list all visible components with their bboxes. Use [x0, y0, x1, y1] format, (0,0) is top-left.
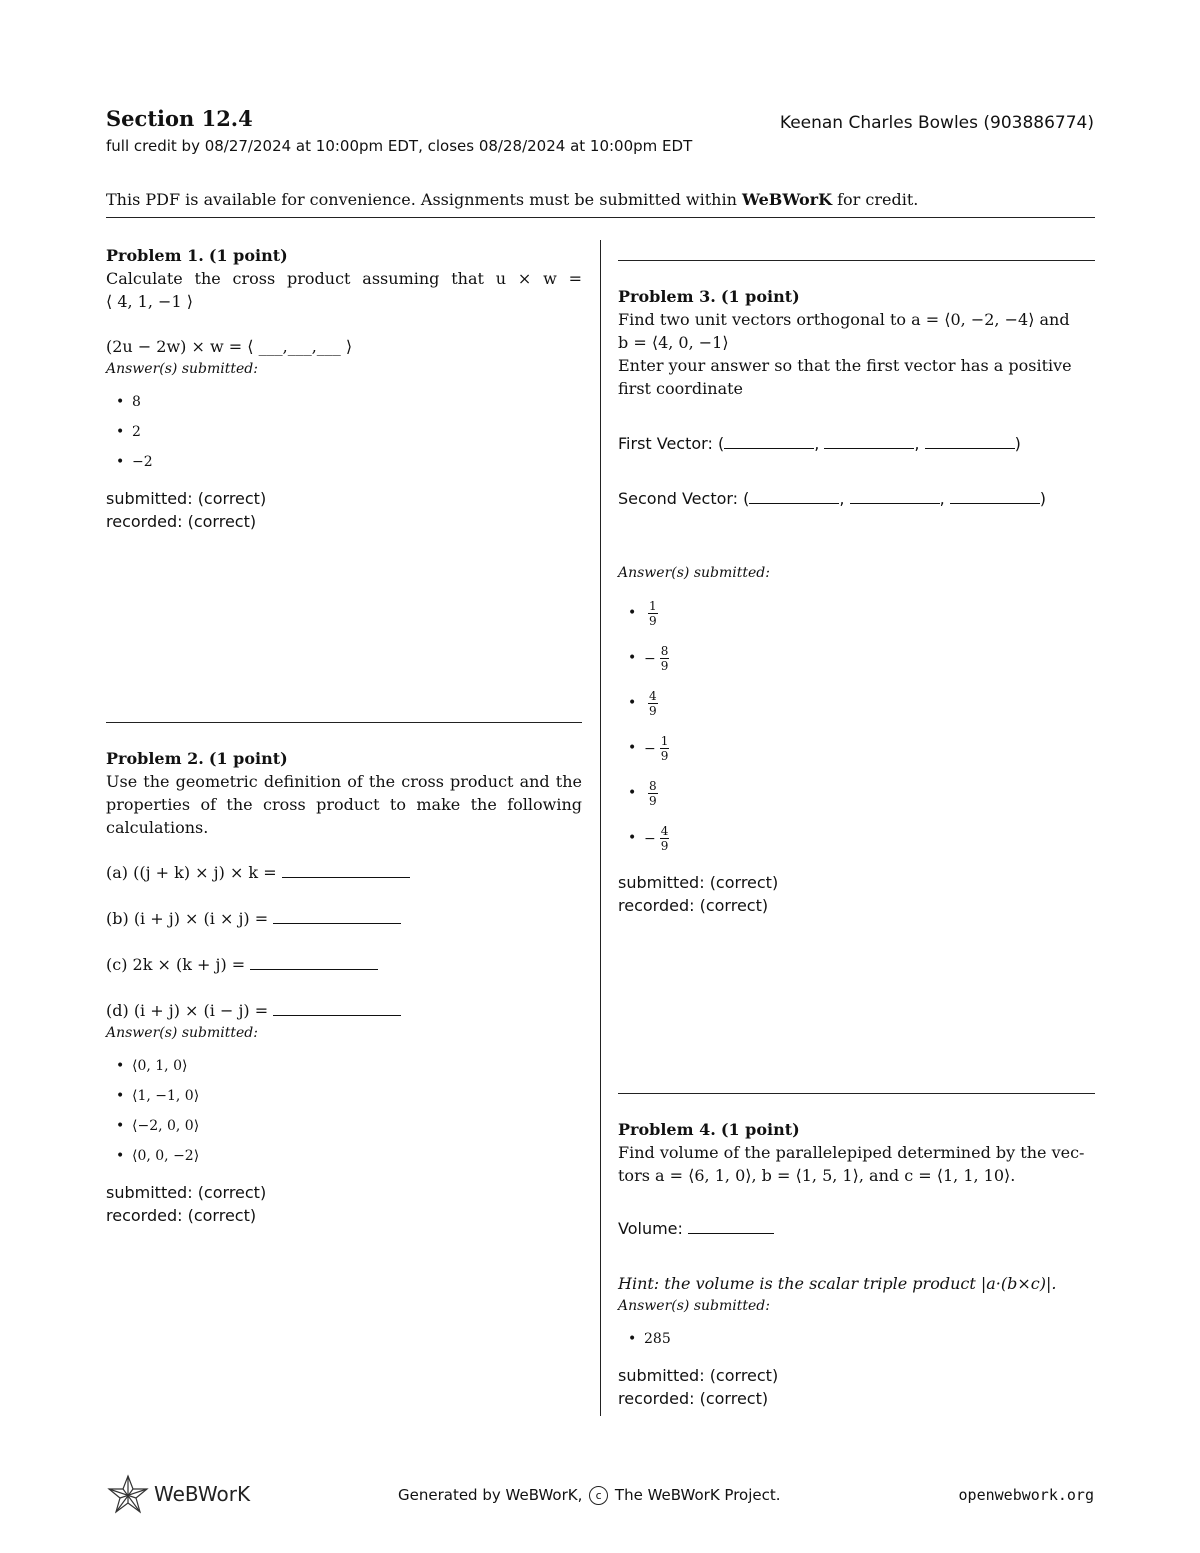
problem-4-title: Problem 4. [618, 1120, 716, 1139]
answer-item: • 285 [644, 1324, 1095, 1354]
generated-pre: Generated by WeBWorK, [398, 1486, 583, 1504]
answer-item: • ⟨0, 1, 0⟩ [132, 1051, 582, 1081]
problem-1-answers [106, 387, 582, 477]
answer-item [644, 591, 1095, 636]
webwork-star-icon [106, 1474, 150, 1514]
first-vector-label: First Vector: ( [618, 434, 725, 453]
second-vector-blank-1 [749, 489, 839, 504]
problem-2-part-c [106, 953, 582, 976]
problem-3-recorded: recorded: (correct) [618, 896, 769, 915]
problem-3-answers-label: Answer(s) submitted: [618, 565, 770, 581]
problem-4-submitted: submitted: (correct) [618, 1366, 779, 1385]
copyright-icon: c [589, 1486, 608, 1505]
volume-blank [688, 1219, 774, 1234]
problem-2-part-b [106, 907, 582, 930]
part-c-label: (c) 2k × (k + j) = [106, 955, 246, 974]
fraction-denominator: 9 [660, 839, 669, 853]
problem-3-submitted: submitted: (correct) [618, 873, 779, 892]
comma: , [939, 489, 945, 508]
section-title: Section 12.4 [106, 106, 253, 131]
fraction-numerator: 4 [660, 824, 669, 838]
answer-fraction [660, 734, 670, 763]
answer-item: • 8 [132, 387, 582, 417]
problem-4-text-line2: tors a = ⟨6, 1, 0⟩, b = ⟨1, 5, 1⟩, and c = ⟨1, 1, 10⟩. [618, 1166, 1016, 1185]
part-a-blank [282, 863, 410, 878]
problem-3-top-divider [618, 260, 1095, 261]
answer-item: • ⟨0, 0, −2⟩ [132, 1141, 582, 1171]
problem-1-divider [106, 722, 582, 723]
problem-2-answers-label: Answer(s) submitted: [106, 1025, 258, 1041]
part-c-blank [250, 955, 378, 970]
answer-fraction [660, 824, 670, 853]
problem-1-title: Problem 1. [106, 246, 204, 265]
fraction-denominator: 9 [649, 794, 657, 808]
problem-1-heading [106, 244, 582, 267]
answer-item: • ⟨1, −1, 0⟩ [132, 1081, 582, 1111]
part-b-label: (b) (i + j) × (i × j) = [106, 909, 269, 928]
problem-1-points: (1 point) [208, 246, 288, 265]
problem-2-recorded: recorded: (correct) [106, 1206, 257, 1225]
header-divider [106, 217, 1095, 218]
part-a-label: (a) ((j + k) × j) × k = [106, 863, 277, 882]
answer-fraction [648, 599, 658, 628]
problem-3-heading [618, 285, 1095, 308]
first-vector-blank-2 [824, 434, 914, 449]
problem-2-part-a [106, 861, 582, 884]
second-vector-row [618, 487, 1095, 510]
notice-text [106, 190, 918, 209]
notice-pre: This PDF is available for convenience. Assignments must be submitted within [106, 190, 742, 209]
fraction-denominator: 9 [649, 614, 657, 628]
part-d-blank [273, 1001, 401, 1016]
problem-4 [618, 1118, 1095, 1410]
problem-1-submitted: submitted: (correct) [106, 489, 267, 508]
answer-item [644, 771, 1095, 816]
problem-2-submitted: submitted: (correct) [106, 1183, 267, 1202]
generated-post: The WeBWorK Project. [614, 1486, 781, 1504]
fraction-denominator: 9 [649, 704, 657, 718]
footer-generated [398, 1486, 781, 1505]
answer-sign: • − [644, 650, 656, 667]
problem-3-title: Problem 3. [618, 287, 716, 306]
volume-label: Volume: [618, 1219, 683, 1238]
problem-2-title: Problem 2. [106, 749, 204, 768]
answer-item: • −2 [132, 447, 582, 477]
comma: , [814, 434, 820, 453]
problem-4-points: (1 point) [720, 1120, 800, 1139]
fraction-denominator: 9 [660, 659, 669, 673]
problem-2-part-d [106, 999, 582, 1022]
problem-1-text-line2: ⟨ 4, 1, −1 ⟩ [106, 292, 193, 311]
answer-item [644, 636, 1095, 681]
answer-item [644, 726, 1095, 771]
close-paren: ) [1039, 489, 1047, 508]
problem-1-text-line1: Calculate the cross product assuming that u × w = [106, 269, 582, 288]
fraction-numerator: 1 [660, 734, 669, 748]
fraction-numerator: 8 [660, 644, 669, 658]
problem-1-recorded: recorded: (correct) [106, 512, 257, 531]
problem-3-text-line2: b = ⟨4, 0, −1⟩ [618, 333, 729, 352]
problem-1-question: (2u − 2w) × w = ⟨ ___,___,___ ⟩ [106, 337, 353, 356]
problem-2-answers [106, 1051, 582, 1171]
problem-3-text-line1: Find two unit vectors orthogonal to a = ⟨0, −2, −4⟩ and [618, 310, 1070, 329]
footer-url[interactable]: openwebwork.org [958, 1486, 1094, 1504]
problem-4-top-divider [618, 1093, 1095, 1094]
webwork-logo [106, 1474, 250, 1514]
answer-item: • 2 [132, 417, 582, 447]
comma: , [839, 489, 845, 508]
first-vector-blank-1 [724, 434, 814, 449]
problem-3-answers [618, 591, 1095, 861]
notice-post: for credit. [832, 190, 919, 209]
problem-2-heading [106, 747, 582, 770]
answer-sign: • − [644, 830, 656, 847]
problem-3-points: (1 point) [720, 287, 800, 306]
part-d-label: (d) (i + j) × (i − j) = [106, 1001, 269, 1020]
problem-2-text: Use the geometric definition of the cross product and the properties of the cross product to make the following calculations. [106, 772, 582, 837]
first-vector-row [618, 432, 1095, 455]
webwork-wordmark: WeBWorK [154, 1482, 251, 1506]
fraction-denominator: 9 [660, 749, 669, 763]
answer-fraction [648, 779, 658, 808]
close-paren: ) [1014, 434, 1021, 453]
fraction-numerator: • 8 [649, 779, 657, 793]
problem-4-hint: Hint: the volume is the scalar triple product |a·(b×c)|. [618, 1274, 1057, 1293]
first-vector-blank-3 [925, 434, 1015, 449]
problem-1-answers-label: Answer(s) submitted: [106, 361, 258, 377]
problem-4-recorded: recorded: (correct) [618, 1389, 769, 1408]
student-name: Keenan Charles Bowles (903886774) [779, 113, 1094, 133]
problem-3 [618, 285, 1095, 917]
fraction-numerator: • 1 [649, 599, 657, 613]
answer-sign: • − [644, 740, 656, 757]
problem-2 [106, 747, 582, 1227]
answer-item: • ⟨−2, 0, 0⟩ [132, 1111, 582, 1141]
problem-4-text-line1: Find volume of the parallelepiped determined by the vec- [618, 1143, 1085, 1162]
second-vector-blank-2 [850, 489, 940, 504]
volume-row [618, 1217, 1095, 1240]
problem-4-answers-label: Answer(s) submitted: [618, 1298, 770, 1314]
answer-fraction [660, 644, 670, 673]
answer-fraction [648, 689, 658, 718]
problem-3-text-line3: Enter your answer so that the first vector has a positive first coordinate [618, 356, 1072, 398]
answer-item [644, 681, 1095, 726]
deadline-text: full credit by 08/27/2024 at 10:00pm EDT, closes 08/28/2024 at 10:00pm EDT [106, 137, 693, 155]
fraction-numerator: • 4 [649, 689, 657, 703]
second-vector-label: Second Vector: ( [618, 489, 750, 508]
part-b-blank [273, 909, 401, 924]
problem-4-answers [618, 1324, 1095, 1354]
problem-2-points: (1 point) [208, 749, 288, 768]
problem-1 [106, 244, 582, 533]
comma: , [914, 434, 920, 453]
column-divider [600, 240, 601, 1416]
answer-item [644, 816, 1095, 861]
notice-brand: WeBWorK [741, 190, 832, 209]
problem-4-heading [618, 1118, 1095, 1141]
second-vector-blank-3 [950, 489, 1040, 504]
